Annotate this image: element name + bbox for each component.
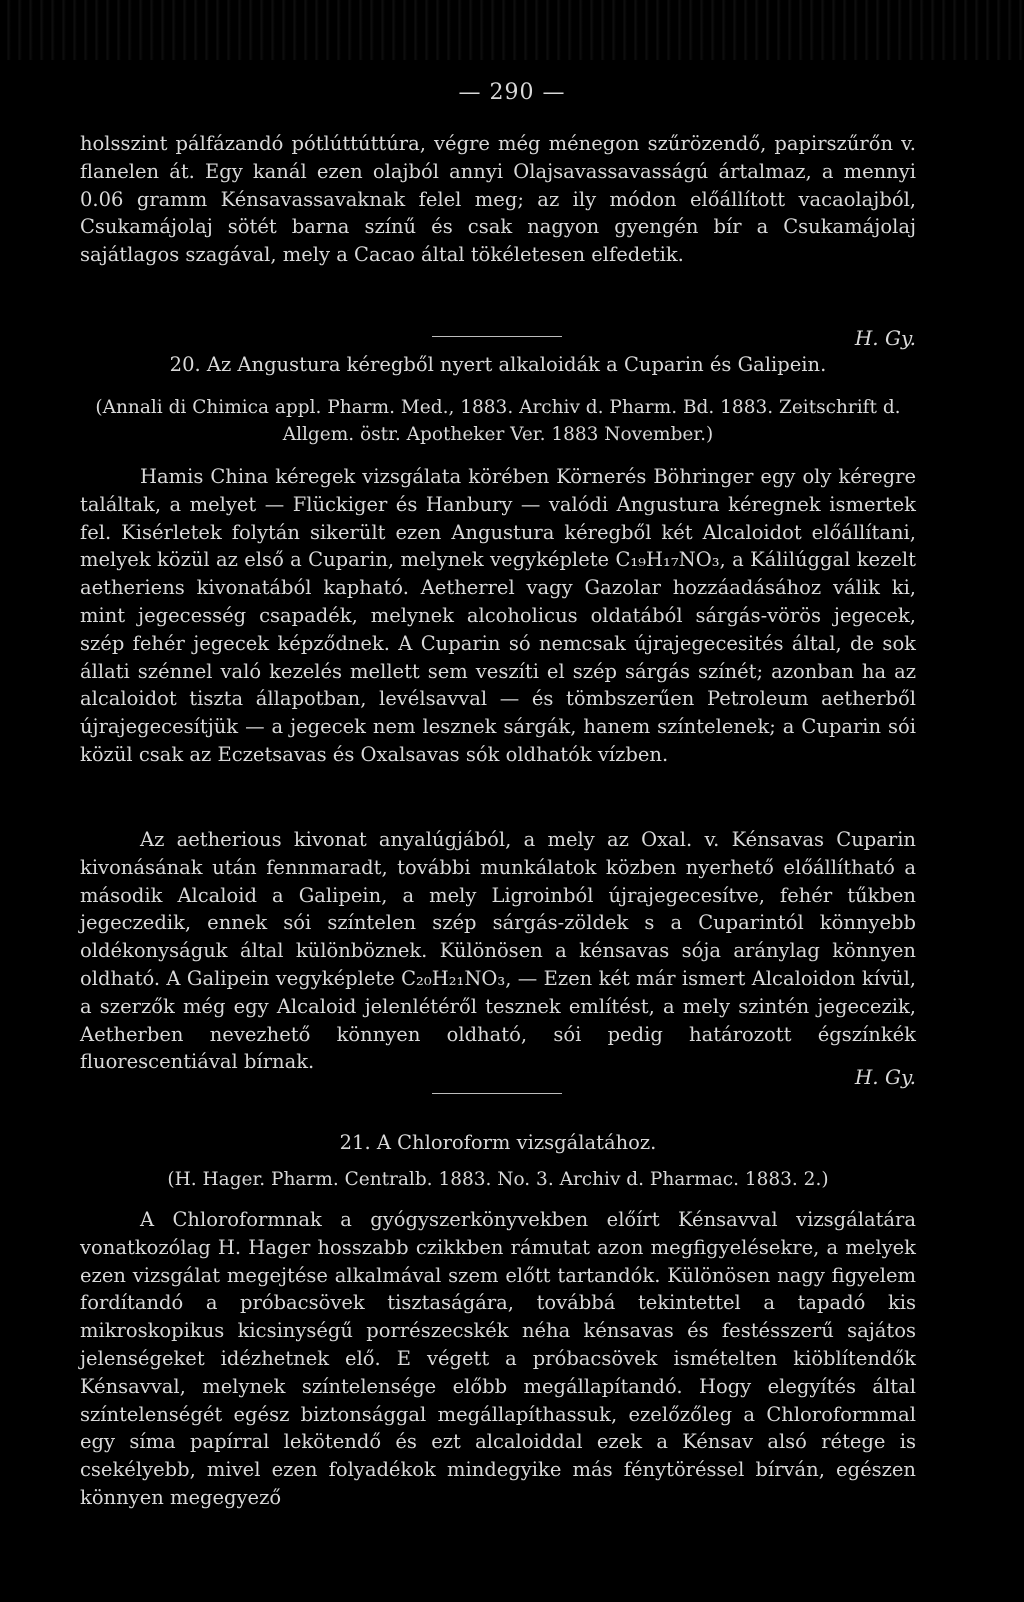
section-21-paragraph-1: A Chloroformnak a gyógyszerkönyvekben előírt Kénsavval vizsgálatára vonatkozólag H. Hager hosszabb czikkben rámutat azon megfigyelésekre, a melyek ezen vizsgálat megejtése alkalmával szem előtt tartandók. Különösen nagy figyelem fordítandó a próbacsövek tisztaságára, továbbá tekintettel a tapadó kis mikroskopikus kicsinységű porrészecskék néha kénsavas és festésszerű sajátos jelenségeket idézhetnek elő. E végett a próbacsövek ismételten kiöblítendők Kénsavval, melynek színtelensége előbb megállapítandó. Hogy elegyítés által színtelenségét egész biztonsággal megállapíthassuk, ezelőzőleg a Chloroformmal egy síma papírral lekötendő és ezt alcaloiddal ezek a Kénsav alsó rétege is csekélyebb, mivel ezen folyadékok mindegyike más fénytöréssel bírván, egészen könnyen megegyező — [80, 1208, 916, 1509]
section-21-source: (H. Hager. Pharm. Centralb. 1883. No. 3. Archiv d. Pharmac. 1883. 2.) — [167, 1169, 829, 1190]
section-20-source: (Annali di Chimica appl. Pharm. Med., 1883. Archiv d. Pharm. Bd. 1883. Zeitschrift d. Allgem. östr. Apotheker Ver. 1883 November.) — [95, 397, 901, 445]
section-divider — [432, 1093, 562, 1094]
scan-noise-edge — [0, 0, 1024, 60]
section-20-paragraph-2: Az aetherious kivonat anyalúgjából, a mely az Oxal. v. Kénsavas Cuparin kivonásának után fennmaradt, további munkálatok közben nyerhető előállítható a második Alcaloid a Galipein, a mely Ligroinból újrajegecesítve, fehér tűkben jegeczedik, ennek sói színtelen szép sárgás-zöldek s a Cuparintól könnyebb oldékonyságuk által különböznek. Különösen a kénsavas sója aránylag könnyen oldható. A Galipein vegyképlete C₂₀H₂₁NO₃, — Ezen két már ismert Alcaloidon kívül, a szerzők még egy Alcaloid jelenlétéről tesznek említést, a mely szintén jegecezik, Aetherben nevezhető könnyen oldható, sói pedig határozott égszínkék fluorescentiával bírnak. — [80, 828, 916, 1074]
section-20-heading: 20. Az Angustura kéregből nyert alkaloidák a Cuparin és Galipein. — [169, 353, 827, 376]
paragraph-section-19-end: holsszint pálfázandó pótlúttúttúra, végre még ménegon szűrözendő, papirszűrőn v. flanelen át. Egy kanál ezen olajból annyi Olajsavassavasságú ártalmaz, a mennyi 0.06 gramm Kénsavassavaknak felel meg; az ily módon előállított vacaolajból, Csukamájolaj sötét barna színű és csak nagyon gyengén bír a Csukamájolaj sajátlagos szagával, mely a Cacao által tökéletesen elfedetik. — [80, 132, 916, 267]
section-21-heading: 21. A Chloroform vizsgálatához. — [339, 1131, 657, 1154]
signature-section-19: H. Gy. — [854, 326, 916, 350]
section-20-paragraph-1: Hamis China kéregek vizsgálata körében Körnerés Böhringer egy oly kéregre találtak, a melyet — Flückiger és Hanbury — valódi Angustura kéregnek ismertek fel. Kisérletek folytán sikerült ezen Angustura kéregből két Alcaloidot előállítani, melyek közül az első a Cuparin, melynek vegyképlete C₁₉H₁₇NO₃, a Kálilúggal kezelt aetheriens kivonatából kapható. Aetherrel vagy Gazolar hozzáadásához válik ki, mint jegecesség csapadék, melynek alcoholicus oldatából sárgás-vörös jegecek, szép fehér jegecek képződnek. A Cuparin só nemcsak újrajegecesités által, de sok állati szénnel való kezelés mellett sem veszíti el szép sárgás színét; azonban ha az alcaloidot tiszta állapotban, levélsavval — és tömbszerűen Petroleum aetherből újrajegecesítjük — a jegecek nem lesznek sárgák, hanem színtelenek; a Cuparin sói közül csak az Eczetsavas és Oxalsavas sók oldhatók vízben. — [80, 465, 916, 766]
page-number: — 290 — — [458, 80, 566, 105]
section-divider — [432, 336, 562, 337]
signature-section-20: H. Gy. — [854, 1065, 916, 1089]
